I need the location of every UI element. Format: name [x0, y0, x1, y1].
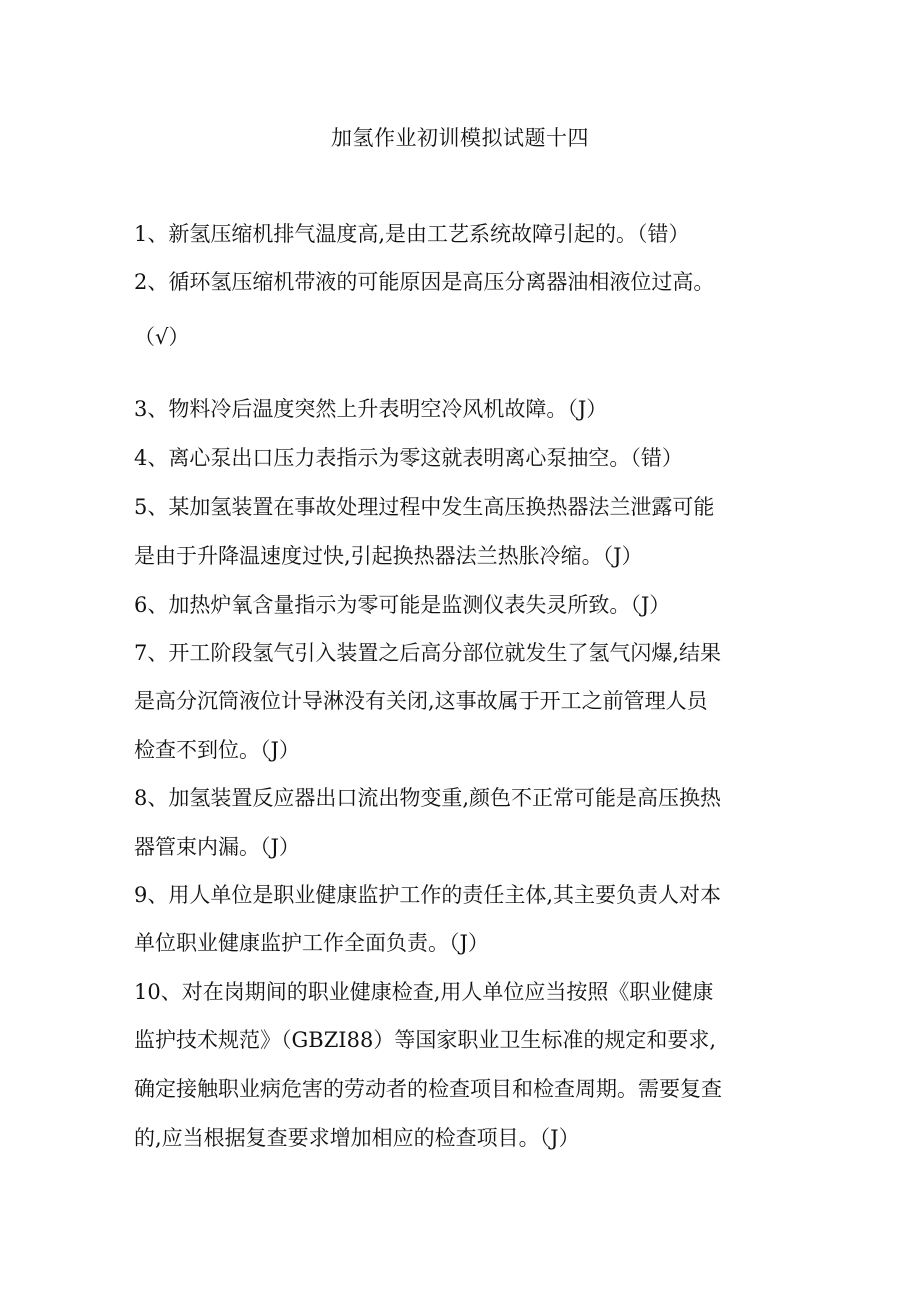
question-6-line-1: 6、加热炉氧含量指示为零可能是监测仪表失灵所致。（J）	[134, 593, 671, 617]
question-2-answer: （√）	[134, 325, 190, 349]
question-5-line-2: 是由于升降温速度过快,引起换热器法兰热胀冷缩。（J）	[134, 544, 643, 568]
question-10-line-1: 10、对在岗期间的职业健康检查,用人单位应当按照《职业健康	[134, 980, 714, 1004]
question-1-line-1: 1、新氢压缩机排气温度高,是由工艺系统故障引起的。（错）	[134, 222, 690, 246]
question-7-line-2: 是高分沉筒液位计导淋没有关闭,这事故属于开工之前管理人员	[134, 689, 708, 713]
question-7-line-1: 7、开工阶段氢气引入装置之后高分部位就发生了氢气闪爆,结果	[134, 641, 722, 665]
question-9-line-1: 9、用人单位是职业健康监护工作的责任主体,其主要负责人对本	[134, 883, 722, 907]
question-8-line-2: 器管束内漏。（J）	[134, 835, 300, 859]
question-8-line-1: 8、加氢装置反应器出口流出物变重,颜色不正常可能是高压换热	[134, 786, 722, 810]
document-title: 加氢作业初训模拟试题十四	[331, 126, 589, 150]
question-3-line-1: 3、物料冷后温度突然上升表明空冷风机故障。（J）	[134, 397, 608, 421]
question-4-line-1: 4、离心泵出口压力表指示为零这就表明离心泵抽空。（错）	[134, 446, 683, 470]
question-5-line-1: 5、某加氢装置在事故处理过程中发生高压换热器法兰泄露可能	[134, 495, 715, 519]
question-7-line-3: 检查不到位。（J）	[134, 738, 300, 762]
question-10-line-2: 监护技术规范》（GBZI88）等国家职业卫生标准的规定和要求,	[134, 1028, 716, 1052]
question-10-line-4: 的,应当根据复查要求增加相应的检查项目。（J）	[134, 1126, 580, 1150]
question-2-line-1: 2、循环氢压缩机带液的可能原因是高压分离器油相液位过高。	[134, 270, 715, 294]
question-9-line-2: 单位职业健康监护工作全面负责。（J）	[134, 931, 489, 955]
question-10-line-3: 确定接触职业病危害的劳动者的检查项目和检查周期。需要复查	[134, 1077, 722, 1101]
